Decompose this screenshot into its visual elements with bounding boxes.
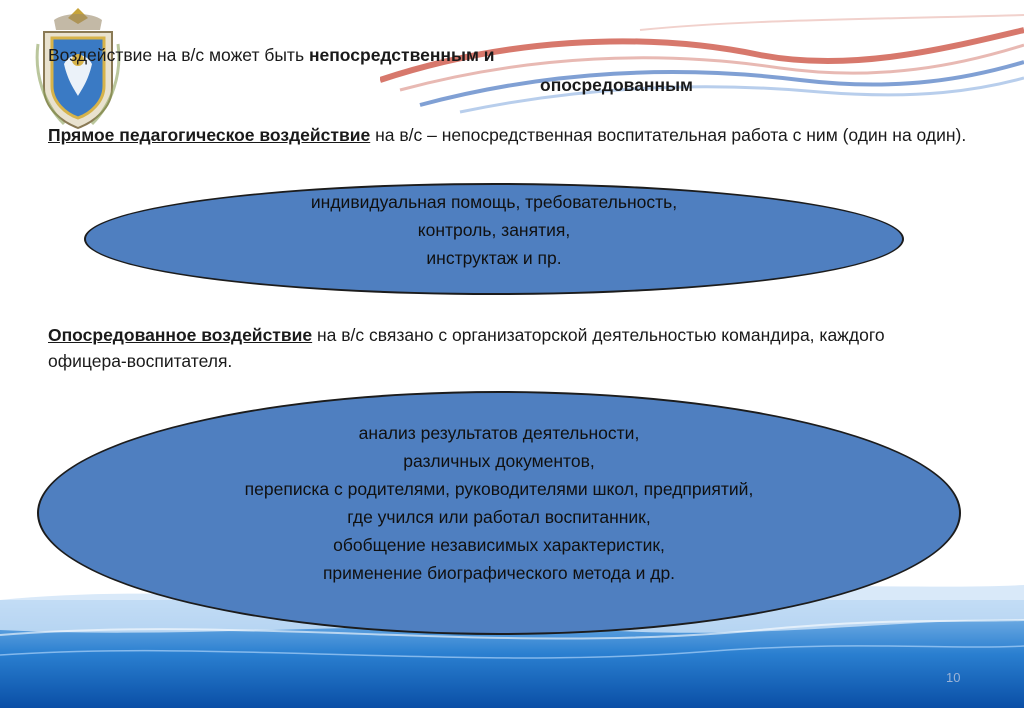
ellipse-1-line: контроль, занятия,	[417, 220, 571, 240]
ellipse-1-line: инструктаж и пр.	[426, 248, 562, 268]
indirect-influence-paragraph	[48, 322, 968, 374]
indirect-influence-term: Опосредованное воздействие	[48, 325, 313, 345]
page-number: 10	[946, 670, 961, 685]
direct-influence-paragraph	[48, 122, 968, 148]
direct-influence-term: Прямое педагогическое воздействие	[48, 125, 371, 145]
direct-methods-ellipse	[84, 183, 904, 295]
ellipse-2-line: где учился или работал воспитанник,	[347, 507, 651, 527]
heading-bold-2: опосредованным	[540, 75, 693, 95]
ellipse-2-line: применение биографического метода и др.	[322, 563, 676, 583]
ellipse-2-line: различных документов,	[403, 451, 595, 471]
heading-bold-1: непосредственным и	[308, 45, 495, 65]
ellipse-2-line: обобщение независимых характеристик,	[333, 535, 665, 555]
ellipse-1-line: индивидуальная помощь, требовательность,	[310, 192, 678, 212]
indirect-influence-rest: на в/с связано с организаторской деятельностью командира, каждого офицера-воспитателя.	[48, 325, 885, 371]
ellipse-2-line: переписка с родителями, руководителями школ, предприятий,	[244, 479, 754, 499]
direct-influence-rest: на в/с – непосредственная воспитательная работа с ним (один на один).	[370, 125, 967, 145]
heading-prefix: Воздействие на в/с может быть	[48, 45, 309, 65]
ellipse-2-line: анализ результатов деятельности,	[358, 423, 640, 443]
indirect-methods-ellipse	[37, 391, 961, 635]
emblem-icon	[34, 4, 122, 132]
heading-line	[48, 42, 495, 68]
